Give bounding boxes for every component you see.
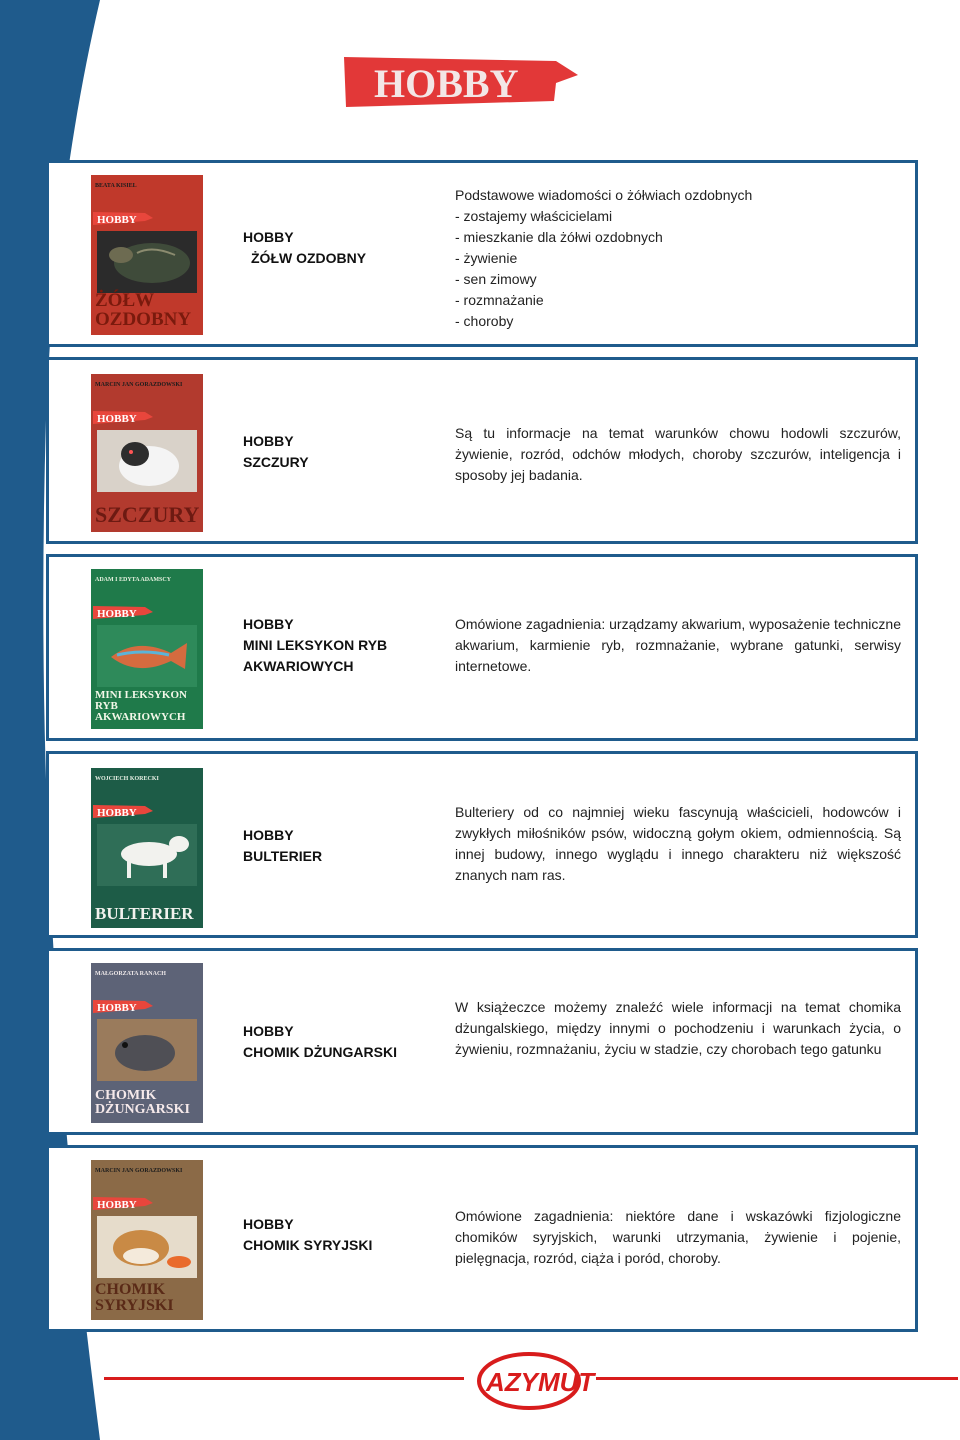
book-title: BULTERIER <box>243 848 323 864</box>
book-cover <box>91 963 203 1123</box>
series-label: HOBBY <box>243 433 294 449</box>
book-meta <box>243 431 309 473</box>
book-cover <box>91 175 203 335</box>
book-card-bulterier <box>46 751 918 938</box>
series-label: HOBBY <box>243 616 294 632</box>
series-label: HOBBY <box>243 1023 294 1039</box>
fish-illustration-icon <box>97 625 197 687</box>
hamster-illustration-icon <box>97 1216 197 1278</box>
book-meta <box>243 614 387 677</box>
book-cover <box>91 768 203 928</box>
book-title: CHOMIK SYRYJSKI <box>243 1237 373 1253</box>
book-meta <box>243 227 366 269</box>
book-card-szczury <box>46 357 918 544</box>
cover-hobby-flag <box>93 211 153 226</box>
series-label: HOBBY <box>243 229 294 245</box>
cover-author: BEATA KISIEL <box>95 183 137 189</box>
banner-text: HOBBY <box>374 61 519 106</box>
turtle-illustration-icon <box>97 231 197 293</box>
book-description: Bulteriery od co najmniej wieku fascynują właścicieli, hodowców i zwykłych miłośników psów, widoczną gołym okiem, odmiennością. Są innej budowy, innego wyglądu i innego charakteru niż większość znanych nam ras. <box>455 804 901 883</box>
publisher-logo <box>476 1349 595 1411</box>
series-label: HOBBY <box>243 1216 294 1232</box>
cover-hobby-flag <box>93 804 153 819</box>
svg-text:HOBBY: HOBBY <box>97 807 137 819</box>
svg-text:HOBBY: HOBBY <box>97 214 137 226</box>
book-card-zolw <box>46 160 918 347</box>
cover-hobby-flag <box>93 605 153 620</box>
book-card-chomik-dzungarski <box>46 948 918 1135</box>
cover-title: BULTERIER <box>95 904 194 923</box>
book-description: Omówione zagadnienia: urządzamy akwarium, wyposażenie techniczne akwarium, karmienie ryb, rozmnażanie, wybrane gatunki, serwisy internetowe. <box>455 616 901 674</box>
svg-text:AZYMUT: AZYMUT <box>486 1367 595 1397</box>
hamster-illustration-icon <box>97 1019 197 1081</box>
footer-line-left <box>104 1377 464 1380</box>
cover-author: MARCIN JAN GORAZDOWSKI <box>95 382 183 388</box>
book-title: ŻÓŁW OZDOBNY <box>251 250 367 266</box>
cover-author: WOJCIECH KORECKI <box>95 776 159 782</box>
book-cover <box>91 569 203 729</box>
book-title: MINI LEKSYKON RYB <box>243 637 388 653</box>
book-cover <box>91 374 203 532</box>
book-title: SZCZURY <box>243 454 309 470</box>
svg-text:HOBBY: HOBBY <box>97 1199 137 1211</box>
cover-hobby-flag <box>93 410 153 425</box>
book-cover <box>91 1160 203 1320</box>
cover-author: ADAM I EDYTA ADAMSCY <box>95 577 172 583</box>
book-description: Są tu informacje na temat warunków chowu hodowli szczurów, żywienie, rozród, odchów młodych, choroby szczurów, inteligencja i sposoby jej badania. <box>455 425 901 483</box>
footer-line-right <box>596 1377 958 1380</box>
cover-hobby-flag <box>93 999 153 1014</box>
book-card-mini-leksykon <box>46 554 918 741</box>
rat-illustration-icon <box>97 430 197 492</box>
book-title: CHOMIK DŻUNGARSKI <box>243 1044 397 1060</box>
hobby-banner <box>342 53 580 109</box>
cover-author: MARCIN JAN GORAZDOWSKI <box>95 1168 183 1174</box>
book-card-chomik-syryjski <box>46 1145 918 1332</box>
svg-text:HOBBY: HOBBY <box>97 608 137 620</box>
book-description: W książeczce możemy znaleźć wiele informacji na temat chomika dżungalskiego, między innymi o pochodzeniu i warunkach życia, o żywieniu, rozmnażaniu, życiu w stadzie, czy chorobach tego gatunku <box>455 999 901 1057</box>
cover-title: SZCZURY <box>95 502 200 527</box>
cover-hobby-flag <box>93 1196 153 1211</box>
series-label: HOBBY <box>243 827 294 843</box>
book-meta <box>243 1021 397 1063</box>
dog-illustration-icon <box>97 824 197 886</box>
cover-author: MAŁGORZATA RANACH <box>95 971 166 977</box>
svg-text:HOBBY: HOBBY <box>97 413 137 425</box>
cover-title: MINI LEKSYKON RYB AKWARIOWYCH <box>95 689 187 723</box>
svg-text:HOBBY: HOBBY <box>97 1002 137 1014</box>
cover-title: CHOMIK SYRYJSKI <box>95 1281 174 1314</box>
book-description: Podstawowe wiadomości o żółwiach ozdobnych - zostajemy właścicielami - mieszkanie dla żółwi ozdobnych - żywienie - sen zimowy - rozmnażanie - choroby <box>455 187 753 329</box>
book-description: Omówione zagadnienia: niektóre dane i wskazówki fizjologiczne chomików syryjskich, warunki utrzymania, żywienie i pojenie, pielęgnacja, rozród, ciąża i poród, choroby. <box>455 1208 901 1266</box>
book-meta <box>243 825 322 867</box>
book-title-line2: AKWARIOWYCH <box>243 658 354 674</box>
cover-title: CHOMIK DŻUNGARSKI <box>95 1088 190 1117</box>
book-meta <box>243 1214 372 1256</box>
cover-title: ŻÓŁW OZDOBNY <box>95 290 192 330</box>
